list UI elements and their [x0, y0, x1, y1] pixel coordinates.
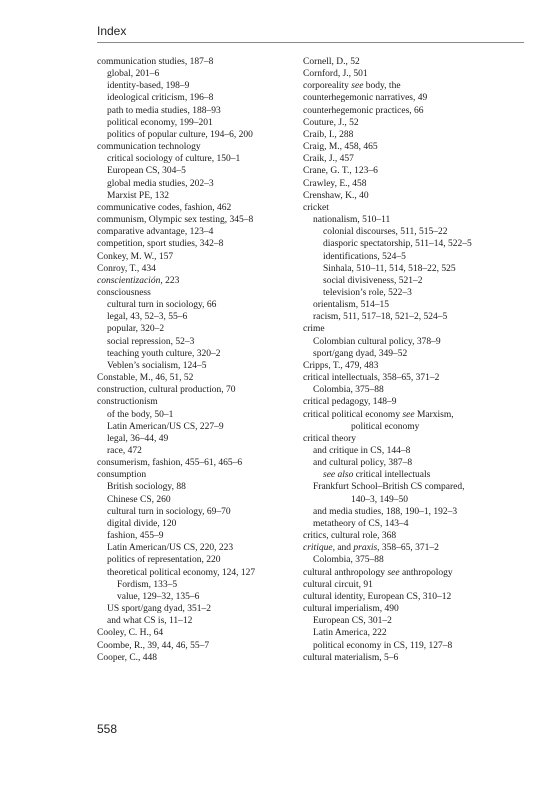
- index-entry: Coombe, R., 39, 44, 46, 55–7: [97, 640, 210, 651]
- index-entry: communication technology: [97, 142, 201, 153]
- index-entry: metatheory of CS, 143–4: [313, 518, 409, 529]
- index-entry: counterhegemonic narratives, 49: [303, 93, 428, 104]
- index-entry-text: , 223: [160, 275, 180, 286]
- index-entry: global media studies, 202–3: [107, 178, 214, 189]
- index-entry: communism, Olympic sex testing, 345–8: [97, 215, 254, 226]
- index-entry: Sinhala, 510–11, 514, 518–22, 525: [323, 263, 456, 274]
- index-entry-italic: conscientización: [97, 275, 161, 286]
- index-entry: cultural identity, European CS, 310–12: [303, 591, 452, 602]
- index-entry: [303, 567, 528, 579]
- index-entry: Crawley, E., 458: [303, 178, 367, 189]
- index-entry: politics of representation, 220: [107, 555, 221, 566]
- index-entry: critical intellectuals, 358–65, 371–2: [303, 373, 440, 384]
- index-entry-italic: critique: [303, 543, 333, 554]
- index-entry: Latin American/US CS, 220, 223: [107, 543, 234, 554]
- index-entry: cricket: [303, 202, 329, 213]
- index-entry: Constable, M., 46, 51, 52: [97, 373, 194, 384]
- index-entry: race, 472: [107, 446, 142, 456]
- index-entry: political economy: [351, 421, 420, 432]
- index-column-right: [303, 56, 528, 664]
- index-entry-text: , 358–65, 371–2: [377, 543, 439, 554]
- index-entry: Marxist PE, 132: [107, 190, 170, 201]
- index-entry: critical theory: [303, 433, 357, 444]
- index-entry: Cooley, C. H., 64: [97, 628, 164, 639]
- index-entry: diasporic spectatorship, 511–14, 522–5: [323, 239, 472, 250]
- index-entry-italic: see: [387, 567, 400, 578]
- index-entry: British sociology, 88: [107, 482, 186, 493]
- index-entry: orientalism, 514–15: [313, 300, 389, 311]
- index-entry: of the body, 50–1: [107, 409, 174, 420]
- page-number: 558: [97, 722, 118, 736]
- index-entry-text: body, the: [363, 81, 401, 92]
- index-entry: value, 129–32, 135–6: [117, 591, 200, 602]
- index-entry: critical pedagogy, 148–9: [303, 397, 397, 408]
- index-entry: Colombian cultural policy, 378–9: [313, 336, 441, 347]
- index-entry: politics of popular culture, 194–6, 200: [107, 129, 253, 140]
- header-rule: [97, 42, 524, 43]
- running-head: Index: [97, 24, 127, 38]
- index-entry: Chinese CS, 260: [107, 494, 171, 505]
- index-entry: critical sociology of culture, 150–1: [107, 154, 241, 165]
- index-entry: [97, 275, 297, 287]
- index-entry: racism, 511, 517–18, 521–2, 524–5: [313, 312, 448, 323]
- index-entry-text: Marxism,: [414, 409, 454, 420]
- index-entry: comparative advantage, 123–4: [97, 227, 214, 238]
- index-entry: Cooper, C., 448: [97, 652, 158, 663]
- index-entry: social divisiveness, 521–2: [323, 275, 423, 286]
- index-column-left: [97, 56, 297, 664]
- index-entry: nationalism, 510–11: [313, 215, 391, 226]
- index-entry: Cornell, D., 52: [303, 57, 360, 67]
- index-entry: cultural turn in sociology, 69–70: [107, 506, 231, 517]
- index-entry: consumerism, fashion, 455–61, 465–6: [97, 458, 243, 469]
- index-entry: teaching youth culture, 320–2: [107, 348, 221, 359]
- index-entry-text: , and: [332, 543, 354, 554]
- index-entry: Fordism, 133–5: [117, 579, 178, 590]
- index-entry: US sport/gang dyad, 351–2: [107, 604, 211, 615]
- index-entry: [303, 542, 528, 554]
- index-entry: Craig, M., 458, 465: [303, 142, 378, 153]
- index-entry-text: critical intellectuals: [353, 470, 431, 481]
- index-entry: [303, 469, 528, 481]
- index-entry-italic: praxis: [353, 543, 378, 554]
- index-entry: theoretical political economy, 124, 127: [107, 567, 256, 578]
- index-entry: global, 201–6: [107, 69, 160, 80]
- index-entry: ideological criticism, 196–8: [107, 93, 214, 104]
- index-entry: digital divide, 120: [107, 518, 177, 529]
- index-entry: critics, cultural role, 368: [303, 531, 397, 542]
- index-entry: constructionism: [97, 397, 158, 408]
- index-entry: cultural materialism, 5–6: [303, 652, 399, 663]
- index-entry: Latin America, 222: [313, 628, 387, 639]
- index-entry: political economy in CS, 119, 127–8: [313, 640, 453, 651]
- index-entry: and cultural policy, 387–8: [313, 458, 413, 469]
- index-entry: and critique in CS, 144–8: [313, 446, 411, 456]
- index-entry: Colombia, 375–88: [313, 555, 384, 566]
- index-entry: cultural imperialism, 490: [303, 604, 399, 615]
- index-entry-text: cultural anthropology: [303, 567, 388, 578]
- index-entry: sport/gang dyad, 349–52: [313, 348, 408, 359]
- index-entry: Frankfurt School–British CS compared,: [313, 482, 465, 493]
- index-entry: counterhegemonic practices, 66: [303, 105, 424, 116]
- index-entry: cultural turn in sociology, 66: [107, 300, 217, 311]
- index-entry-text: anthropology: [399, 567, 453, 578]
- index-entry: 140–3, 149–50: [351, 494, 408, 505]
- index-entry: communicative codes, fashion, 462: [97, 202, 232, 213]
- index-entry: Conroy, T., 434: [97, 263, 156, 274]
- index-entry: fashion, 455–9: [107, 531, 164, 542]
- index-entry: Latin American/US CS, 227–9: [107, 421, 224, 432]
- index-entry: Cornford, J., 501: [303, 69, 368, 80]
- index-entry: popular, 320–2: [107, 324, 165, 335]
- index-entry: legal, 36–44, 49: [107, 433, 169, 444]
- index-entry: colonial discourses, 511, 515–22: [323, 227, 448, 238]
- index-entry-italic: see: [351, 81, 364, 92]
- index-entry: social repression, 52–3: [107, 336, 195, 347]
- index-entry: construction, cultural production, 70: [97, 385, 236, 396]
- index-entry: Colombia, 375–88: [313, 385, 384, 396]
- index-entry: Crenshaw, K., 40: [303, 190, 369, 201]
- index-entry: [303, 409, 528, 421]
- index-entry: Craik, J., 457: [303, 154, 354, 165]
- index-entry: consciousness: [97, 287, 151, 298]
- index-entry: European CS, 304–5: [107, 166, 186, 177]
- index-entry: legal, 43, 52–3, 55–6: [107, 312, 188, 323]
- index-entry: Veblen’s socialism, 124–5: [107, 360, 207, 371]
- index-entry: crime: [303, 324, 325, 335]
- index-entry-italic: see: [402, 409, 415, 420]
- index-entry: identifications, 524–5: [323, 251, 406, 262]
- index-entry: Crane, G. T., 123–6: [303, 166, 378, 177]
- index-entry: [303, 80, 528, 92]
- index-entry: European CS, 301–2: [313, 616, 392, 627]
- index-entry: and what CS is, 11–12: [107, 616, 193, 627]
- index-entry: competition, sport studies, 342–8: [97, 239, 224, 250]
- index-entry: communication studies, 187–8: [97, 57, 214, 67]
- index-entry: Cripps, T., 479, 483: [303, 360, 379, 371]
- index-entry: and media studies, 188, 190–1, 192–3: [313, 506, 458, 517]
- index-entry-text: critical political economy: [303, 409, 403, 420]
- index-entry: Conkey, M. W., 157: [97, 251, 174, 262]
- index-entry: political economy, 199–201: [107, 117, 213, 128]
- index-entry: path to media studies, 188–93: [107, 105, 221, 116]
- index-entry: identity-based, 198–9: [107, 81, 190, 92]
- index-entry-text: corporeality: [303, 81, 352, 92]
- index-entry: consumption: [97, 470, 147, 481]
- index-entry: television’s role, 522–3: [323, 287, 412, 298]
- index-entry: Couture, J., 52: [303, 117, 359, 128]
- index-entry-italic: see also: [323, 470, 354, 481]
- index-entry: Craib, I., 288: [303, 129, 354, 140]
- index-entry: cultural circuit, 91: [303, 579, 373, 590]
